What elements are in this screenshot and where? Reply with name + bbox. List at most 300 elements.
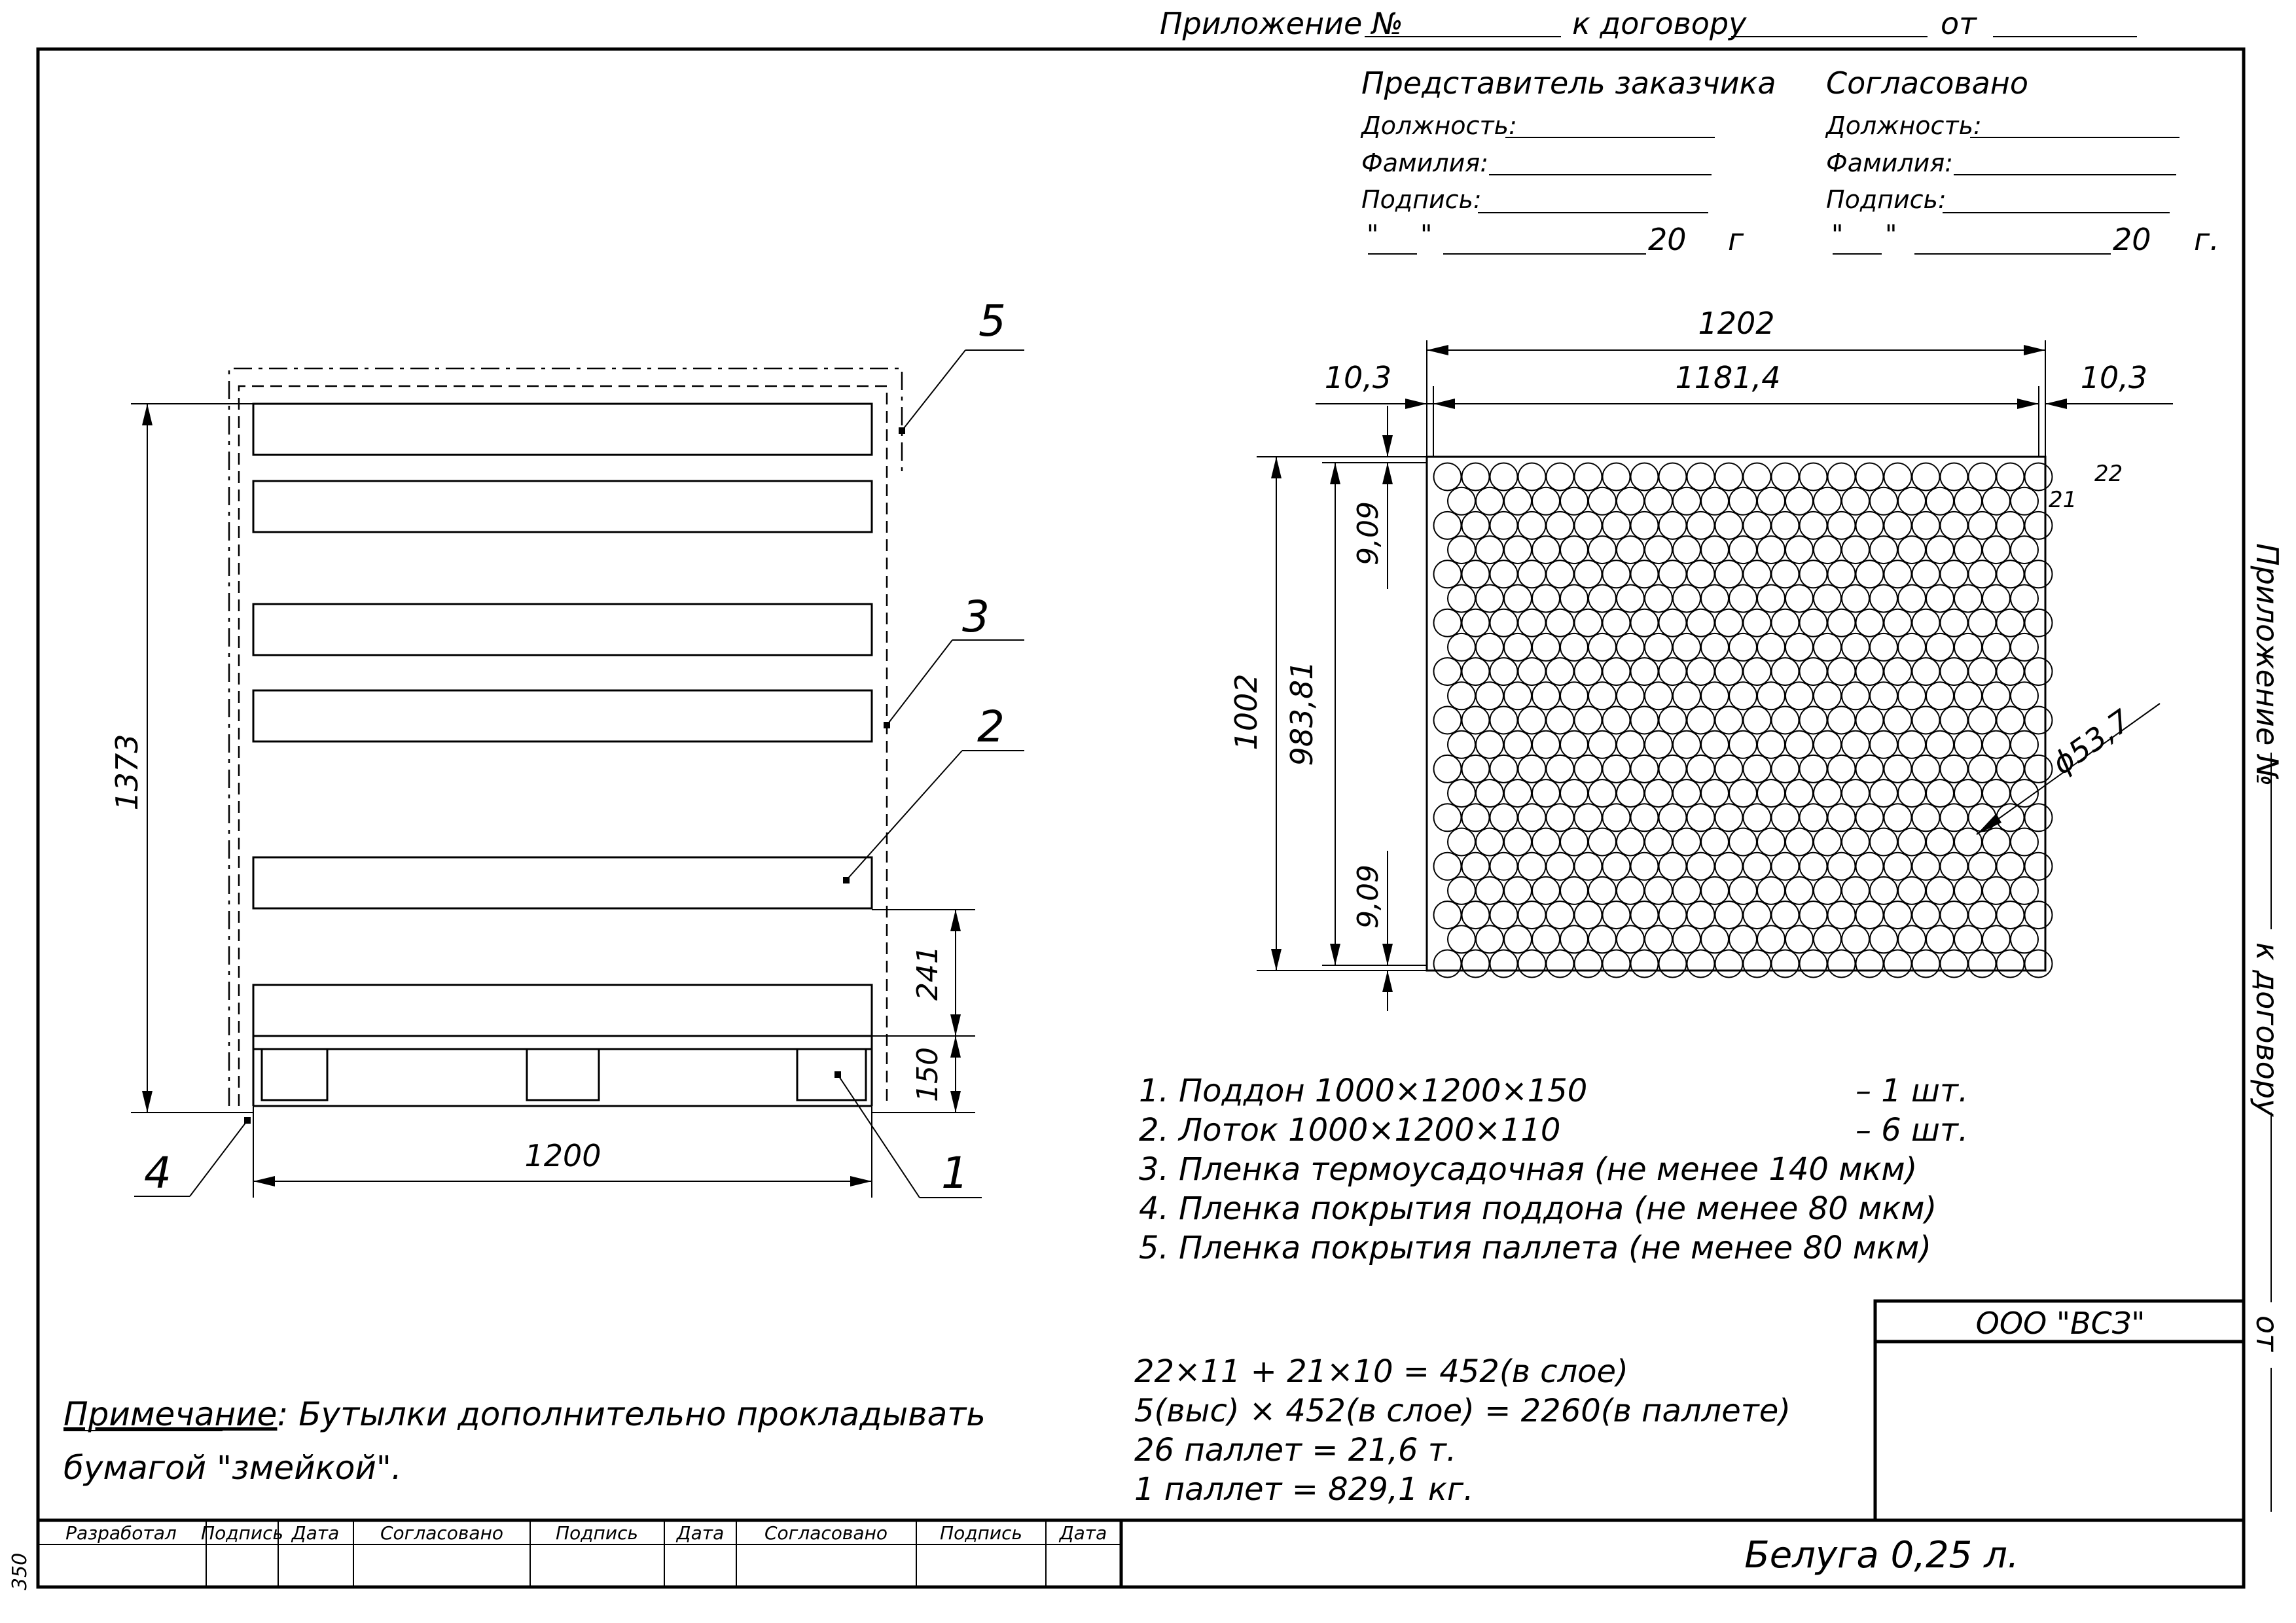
- bottle-circle: [1560, 829, 1588, 856]
- bottle-circle: [2025, 707, 2053, 734]
- agreed-surname-label: Фамилия:: [1826, 149, 1954, 177]
- bottle-circle: [1772, 463, 1799, 491]
- bottle-circle: [1757, 779, 1785, 807]
- bottle-circle: [1800, 560, 1827, 588]
- bottle-circle: [1898, 682, 1926, 709]
- bottle-circle: [1912, 512, 1940, 539]
- tb-col-date-1: Дата: [291, 1522, 340, 1544]
- bottle-circle: [1800, 707, 1827, 734]
- bottle-circle: [1772, 560, 1799, 588]
- bottle-circle: [1603, 609, 1630, 637]
- bottle-circle: [1912, 609, 1940, 637]
- bottle-circle: [1687, 658, 1715, 685]
- dim-bottle-diameter: ϕ53,7: [2045, 702, 2138, 782]
- bottle-circle: [1575, 707, 1602, 734]
- bottle-circle: [1673, 585, 1700, 613]
- note-block: [63, 1395, 986, 1487]
- bottle-circle: [1842, 682, 1869, 709]
- bottle-circle: [1434, 853, 1462, 880]
- title-block: [38, 1520, 2244, 1587]
- bottle-circle: [1982, 925, 2010, 953]
- bottle-circle: [1518, 658, 1546, 685]
- bottle-circle: [1434, 560, 1462, 588]
- bottle-circle: [1828, 901, 1856, 929]
- bottle-circle: [1729, 877, 1757, 904]
- bottle-circle: [1673, 877, 1700, 904]
- bottle-circle: [2011, 488, 2038, 515]
- bottle-circle: [1462, 560, 1490, 588]
- bottle-circle: [1434, 707, 1462, 734]
- bottle-circle: [1954, 488, 1982, 515]
- bottle-circle: [1969, 950, 1996, 978]
- bottle-circle: [1603, 463, 1630, 491]
- bottle-circle: [1785, 536, 1813, 563]
- bottle-circle: [1729, 488, 1757, 515]
- bottle-circle: [2011, 829, 2038, 856]
- bottle-circle: [1659, 512, 1687, 539]
- bottle-circle: [1785, 925, 1813, 953]
- bottle-circle: [1631, 560, 1659, 588]
- customer-date-open: ": [1367, 220, 1379, 250]
- customer-signature-label: Подпись:: [1361, 185, 1482, 214]
- approval-agreed: [1825, 65, 2219, 257]
- bottle-circle: [1884, 755, 1912, 783]
- bottle-circle: [1997, 950, 2024, 978]
- agreed-year-suffix: г.: [2194, 222, 2219, 257]
- bottle-circle: [1969, 707, 1996, 734]
- bottle-circle: [1744, 950, 1771, 978]
- bottle-circle: [1560, 877, 1588, 904]
- dim-margin-top: 9,09: [1352, 501, 1385, 565]
- bottle-circle: [1673, 682, 1700, 709]
- bottle-circle: [1729, 829, 1757, 856]
- bottle-circle: [1814, 682, 1841, 709]
- bottle-circle: [1926, 925, 1954, 953]
- svg-text:5: 5: [978, 296, 1006, 346]
- bottle-layer-top-view: [1229, 306, 2173, 1011]
- bottle-circle: [2025, 853, 2053, 880]
- bottle-circle: [1954, 633, 1982, 661]
- bottle-circle: [1518, 707, 1546, 734]
- bottle-circle: [1476, 633, 1503, 661]
- bottle-circle: [1898, 488, 1926, 515]
- bottle-circles: [1434, 463, 2053, 978]
- bottle-circle: [1856, 853, 1884, 880]
- tb-col-date-3: Дата: [1059, 1522, 1107, 1544]
- bottle-circle: [1701, 536, 1729, 563]
- bottle-circle: [1715, 609, 1743, 637]
- bottle-circle: [1701, 633, 1729, 661]
- svg-text:2: 2: [977, 702, 1005, 752]
- tb-col-developed: Разработал: [65, 1522, 177, 1544]
- customer-year: 20: [1648, 222, 1687, 257]
- bottle-circle: [1785, 633, 1813, 661]
- bottle-circle: [1532, 925, 1560, 953]
- bottle-circle: [1800, 463, 1827, 491]
- bottle-circle: [1659, 853, 1687, 880]
- bottle-circle: [1434, 901, 1462, 929]
- bottle-circle: [1504, 829, 1532, 856]
- bottle-circle: [1954, 829, 1982, 856]
- dim-margin-right: 10,3: [2080, 360, 2148, 395]
- bottle-circle: [1575, 950, 1602, 978]
- bottle-circle: [1518, 560, 1546, 588]
- bottle-circle: [1476, 536, 1503, 563]
- bottle-circle: [1997, 463, 2024, 491]
- svg-text:1: 1: [941, 1148, 969, 1198]
- dim-layer-width: 1202: [1698, 306, 1775, 341]
- callout-4: [134, 1117, 251, 1198]
- dim-width: 1200: [524, 1138, 601, 1173]
- svg-text:4: 4: [144, 1148, 171, 1198]
- bottle-circle: [1954, 585, 1982, 613]
- bottle-circle: [1842, 536, 1869, 563]
- bottle-circle: [1645, 536, 1672, 563]
- note-text-line-1: : Бутылки дополнительно прокладывать: [277, 1395, 986, 1433]
- agreed-title: Согласовано: [1826, 65, 2028, 101]
- bottle-circle: [1870, 925, 1897, 953]
- bottle-circle: [1532, 585, 1560, 613]
- bottle-circle: [1434, 609, 1462, 637]
- bottle-circle: [1476, 829, 1503, 856]
- bottle-circle: [1617, 925, 1644, 953]
- bottle-circle: [2011, 585, 2038, 613]
- bottle-circle: [1969, 658, 1996, 685]
- bottle-circle: [1490, 658, 1518, 685]
- bottle-circle: [1969, 560, 1996, 588]
- bottle-circle: [1434, 804, 1462, 831]
- bottle-circle: [1603, 804, 1630, 831]
- bottle-circle: [1757, 633, 1785, 661]
- bottle-circle: [1870, 633, 1897, 661]
- bottle-circle: [1532, 877, 1560, 904]
- bottle-circle: [1448, 877, 1475, 904]
- bottle-circle: [1982, 536, 2010, 563]
- bottle-circle: [1617, 829, 1644, 856]
- bottle-circle: [1462, 658, 1490, 685]
- pallet-side-view: [109, 296, 1024, 1198]
- bottle-circle: [1757, 877, 1785, 904]
- svg-text:3: 3: [962, 592, 990, 642]
- bottle-circle: [1800, 950, 1827, 978]
- bottle-circle: [1856, 901, 1884, 929]
- company-name: ООО "ВСЗ": [1975, 1306, 2145, 1341]
- bottle-circle: [1856, 560, 1884, 588]
- bottle-circle: [1982, 877, 2010, 904]
- bottle-circle: [1954, 877, 1982, 904]
- bottle-circle: [1757, 536, 1785, 563]
- bottle-circle: [1603, 853, 1630, 880]
- bottle-circle: [1828, 463, 1856, 491]
- tray: [253, 857, 872, 908]
- bottle-circle: [1490, 512, 1518, 539]
- bottle-circle: [1504, 536, 1532, 563]
- bottle-circle: [1926, 877, 1954, 904]
- bottle-circle: [1954, 536, 1982, 563]
- agreed-position-label: Должность:: [1826, 111, 1982, 140]
- bottle-circle: [1518, 950, 1546, 978]
- bottle-circle: [1518, 804, 1546, 831]
- bottle-circle: [2025, 901, 2053, 929]
- bottle-circle: [1547, 707, 1574, 734]
- tb-col-signature-1: Подпись: [201, 1522, 283, 1544]
- bottle-circle: [1490, 853, 1518, 880]
- bottle-circle: [1673, 488, 1700, 515]
- tb-col-agreed-1: Согласовано: [380, 1522, 504, 1544]
- bottle-circle: [1898, 829, 1926, 856]
- bottle-circle: [1645, 829, 1672, 856]
- bottle-circle: [1659, 707, 1687, 734]
- bottle-circle: [1448, 731, 1475, 758]
- bottle-circle: [1828, 707, 1856, 734]
- bottle-circle: [1744, 853, 1771, 880]
- bottle-circle: [1462, 512, 1490, 539]
- bottle-circle: [1785, 829, 1813, 856]
- bottle-circle: [2011, 682, 2038, 709]
- bottle-circle: [1673, 536, 1700, 563]
- bottle-circle: [2011, 536, 2038, 563]
- header-appendix: Приложение №: [1160, 6, 1403, 41]
- bottle-circle: [1603, 560, 1630, 588]
- tb-col-signature-2: Подпись: [556, 1522, 638, 1544]
- bottle-circle: [1631, 853, 1659, 880]
- bottle-circle: [1504, 877, 1532, 904]
- tray-layers: [253, 404, 872, 1036]
- bottle-circle: [1701, 731, 1729, 758]
- dim-margin-bottom: 9,09: [1352, 865, 1385, 929]
- bottle-circle: [1673, 633, 1700, 661]
- bottle-circle: [1504, 925, 1532, 953]
- bottle-circle: [1701, 829, 1729, 856]
- note-label: [63, 1395, 986, 1433]
- bottle-circle: [1982, 731, 2010, 758]
- bottle-circle: [1617, 536, 1644, 563]
- bottle-circle: [1941, 658, 1968, 685]
- bottle-circle: [1462, 901, 1490, 929]
- bottle-circle: [1603, 901, 1630, 929]
- bottle-circle: [1617, 585, 1644, 613]
- spec-item-2: 2. Лоток 1000×1200×110: [1139, 1112, 1561, 1149]
- bottle-circle: [2011, 877, 2038, 904]
- bottle-circle: [1870, 877, 1897, 904]
- bottle-circle: [1856, 707, 1884, 734]
- tray: [253, 404, 872, 455]
- bottle-circle: [1941, 804, 1968, 831]
- bottle-circle: [1814, 633, 1841, 661]
- bottle-circle: [1631, 463, 1659, 491]
- bottle-circle: [1912, 755, 1940, 783]
- bottle-circle: [1870, 488, 1897, 515]
- bottle-circle: [1744, 901, 1771, 929]
- dim-tray-height: 241: [911, 946, 944, 1001]
- bottle-circle: [1462, 950, 1490, 978]
- bottle-circle: [1744, 707, 1771, 734]
- bottle-circle: [1547, 463, 1574, 491]
- bottle-circle: [1547, 512, 1574, 539]
- bottle-circle: [1434, 755, 1462, 783]
- bottle-circle: [1588, 536, 1616, 563]
- bottle-circle: [1884, 658, 1912, 685]
- bottle-circle: [1941, 755, 1968, 783]
- bottle-circle: [1785, 682, 1813, 709]
- bottle-circle: [1884, 512, 1912, 539]
- bottle-circle: [1800, 658, 1827, 685]
- bottle-circle: [1941, 512, 1968, 539]
- bottle-circle: [1687, 560, 1715, 588]
- bottle-circle: [1912, 707, 1940, 734]
- bottle-circle: [2011, 633, 2038, 661]
- bottle-circle: [1504, 779, 1532, 807]
- bottle-circle: [1603, 707, 1630, 734]
- bottle-circle: [1560, 585, 1588, 613]
- callout-2: [843, 702, 1024, 883]
- bottle-circle: [1645, 585, 1672, 613]
- bottle-circle: [1856, 463, 1884, 491]
- bottle-circle: [1518, 512, 1546, 539]
- bottle-circle: [1772, 609, 1799, 637]
- bottle-circle: [1926, 731, 1954, 758]
- bottle-circle: [1842, 731, 1869, 758]
- product-name: Белуга 0,25 л.: [1744, 1534, 2019, 1577]
- tb-col-agreed-2: Согласовано: [764, 1522, 888, 1544]
- bottle-circle: [1828, 609, 1856, 637]
- corner-number: 350: [9, 1552, 31, 1590]
- bottle-circle: [2025, 950, 2053, 978]
- row-count-a: 22: [2094, 461, 2123, 487]
- bottle-circle: [1941, 950, 1968, 978]
- bottle-circle: [2025, 560, 2053, 588]
- bottle-circle: [1504, 488, 1532, 515]
- bottle-circle: [1828, 950, 1856, 978]
- bottle-circle: [1772, 901, 1799, 929]
- bottle-circle: [1912, 658, 1940, 685]
- bottle-circle: [1448, 536, 1475, 563]
- bottle-circle: [1898, 536, 1926, 563]
- bottle-circle: [1828, 804, 1856, 831]
- dim-pallet-height: 150: [911, 1047, 944, 1102]
- bottle-circle: [1476, 779, 1503, 807]
- bottle-circle: [1631, 609, 1659, 637]
- bottle-circle: [1969, 609, 1996, 637]
- bottle-circle: [1588, 877, 1616, 904]
- callout-5: [899, 296, 1024, 434]
- note-text-line-2: бумагой "змейкой".: [63, 1449, 402, 1487]
- bottle-circle: [2025, 512, 2053, 539]
- bottle-circle: [1870, 536, 1897, 563]
- shrink-film-outline: [239, 386, 887, 1106]
- tb-col-signature-3: Подпись: [940, 1522, 1022, 1544]
- bottle-circle: [1842, 633, 1869, 661]
- bottle-circle: [1969, 512, 1996, 539]
- bottle-circle: [1800, 901, 1827, 929]
- bottle-circle: [1926, 633, 1954, 661]
- bottle-circle: [1954, 731, 1982, 758]
- header: [1160, 6, 2137, 41]
- bottle-circle: [1603, 658, 1630, 685]
- bottle-circle: [1715, 560, 1743, 588]
- bottle-circle: [1575, 853, 1602, 880]
- bottle-circle: [1715, 463, 1743, 491]
- calculation-block: [1134, 1353, 1791, 1508]
- dim-height-total: 1373: [109, 734, 145, 811]
- tray: [253, 985, 872, 1036]
- bottle-circle: [1884, 463, 1912, 491]
- bottle-circle: [1997, 560, 2024, 588]
- bottle-circle: [1631, 658, 1659, 685]
- bottle-circle: [1982, 633, 2010, 661]
- bottle-circle: [1687, 755, 1715, 783]
- bottle-circle: [1898, 877, 1926, 904]
- bottle-circle: [2011, 731, 2038, 758]
- bottle-circle: [1729, 536, 1757, 563]
- bottle-circle: [2025, 755, 2053, 783]
- bottle-circle: [1588, 731, 1616, 758]
- bottle-circle: [1504, 585, 1532, 613]
- header-to-contract: к договору: [1572, 6, 1747, 41]
- bottle-circle: [1462, 755, 1490, 783]
- bottle-circle: [1476, 877, 1503, 904]
- bottle-circle: [1997, 658, 2024, 685]
- bottle-circle: [1687, 463, 1715, 491]
- bottle-circle: [1744, 755, 1771, 783]
- dim-layer-height: 1002: [1229, 673, 1264, 751]
- bottle-circle: [1645, 925, 1672, 953]
- bottle-circle: [1800, 512, 1827, 539]
- bottle-circle: [1645, 877, 1672, 904]
- bottle-circle: [1701, 488, 1729, 515]
- calc-line-1: 22×11 + 21×10 = 452(в слое): [1134, 1353, 1628, 1390]
- bottle-circle: [1560, 682, 1588, 709]
- bottle-circle: [1687, 512, 1715, 539]
- side-margin: [2250, 543, 2285, 1512]
- bottle-circle: [1912, 463, 1940, 491]
- agreed-date-close: ": [1885, 220, 1897, 250]
- bottle-circle: [1969, 853, 1996, 880]
- bottle-circle: [1954, 779, 1982, 807]
- bottle-circle: [1673, 829, 1700, 856]
- bottle-circle: [1448, 779, 1475, 807]
- bottle-circle: [1814, 925, 1841, 953]
- customer-title: Представитель заказчика: [1361, 65, 1776, 101]
- company-box: [1875, 1301, 2244, 1520]
- bottle-circle: [1687, 707, 1715, 734]
- bottle-circle: [1785, 731, 1813, 758]
- bottle-circle: [1912, 950, 1940, 978]
- bottle-circle: [1588, 585, 1616, 613]
- bottle-circle: [1687, 804, 1715, 831]
- calc-line-4: 1 паллет = 829,1 кг.: [1134, 1471, 1474, 1508]
- bottle-circle: [1842, 829, 1869, 856]
- bottle-circle: [1814, 731, 1841, 758]
- bottle-circle: [1687, 853, 1715, 880]
- bottle-circle: [1547, 755, 1574, 783]
- bottle-circle: [1476, 585, 1503, 613]
- bottle-circle: [1617, 682, 1644, 709]
- bottle-circle: [1856, 609, 1884, 637]
- bottle-circle: [1532, 829, 1560, 856]
- bottle-circle: [1772, 804, 1799, 831]
- side-from: от: [2250, 1315, 2285, 1351]
- bottle-circle: [1631, 707, 1659, 734]
- spec-item-4: 4. Пленка покрытия поддона (не менее 80 мкм): [1139, 1190, 1937, 1227]
- bottle-circle: [1969, 463, 1996, 491]
- bottle-circle: [1757, 731, 1785, 758]
- bottle-circle: [1926, 779, 1954, 807]
- bottle-circle: [1434, 950, 1462, 978]
- bottle-circle: [1575, 512, 1602, 539]
- tray: [253, 604, 872, 655]
- bottle-circle: [1575, 609, 1602, 637]
